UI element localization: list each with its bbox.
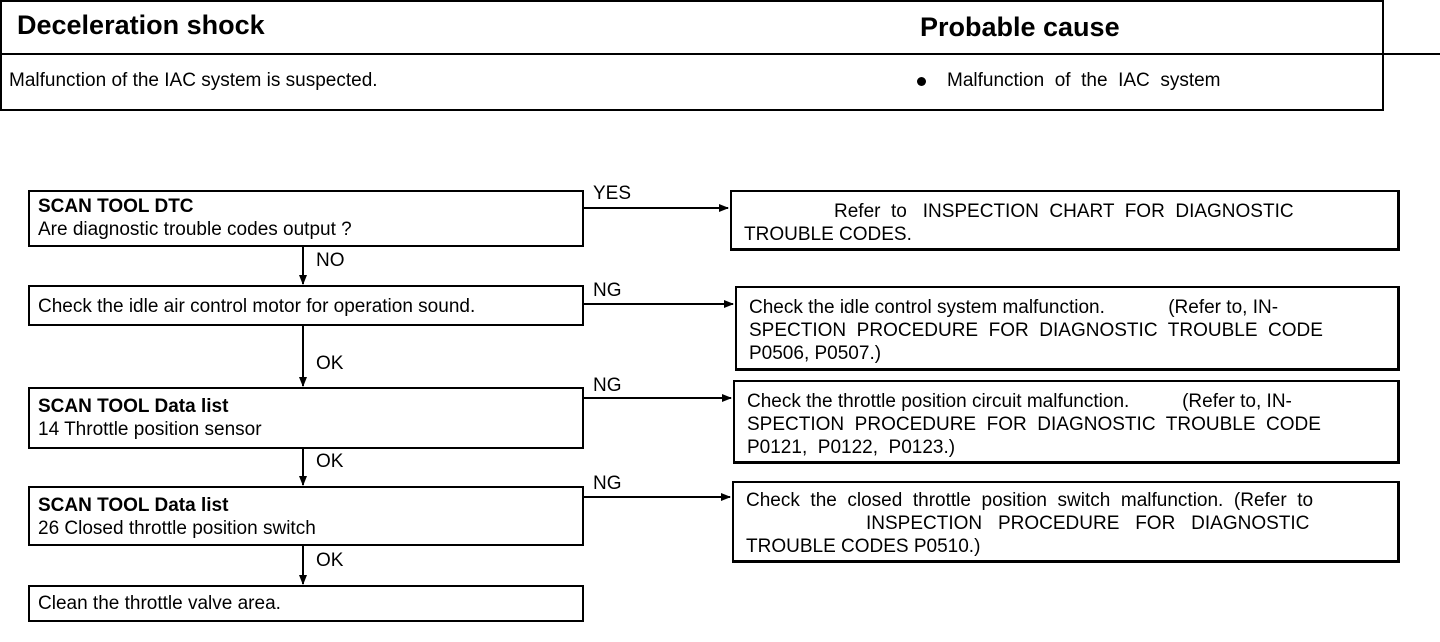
step-check-iac-motor	[28, 285, 584, 326]
step-text: Clean the throttle valve area.	[38, 593, 281, 614]
result-line: P0506, P0507.)	[749, 343, 882, 364]
label-ok-2: OK	[316, 451, 344, 472]
step-data-list-ctps	[28, 486, 584, 546]
label-ok-1: OK	[316, 353, 344, 374]
step-clean-throttle	[28, 585, 584, 622]
result-line: SPECTION PROCEDURE FOR DIAGNOSTIC TROUBLE CODE	[749, 320, 1323, 341]
symptom-description: Malfunction of the IAC system is suspected.	[9, 70, 378, 91]
result-line: Check the closed throttle position switch malfunction. (Refer to	[746, 490, 1314, 511]
label-ok-3: OK	[316, 550, 344, 571]
label-ng-3: NG	[593, 473, 622, 494]
step-text: 14 Throttle position sensor	[38, 419, 262, 440]
step-text: Are diagnostic trouble codes output ?	[38, 219, 352, 240]
label-ng-2: NG	[593, 375, 622, 396]
step-title: SCAN TOOL Data list	[38, 495, 229, 516]
result-line: P0121, P0122, P0123.)	[747, 437, 956, 458]
result-throttle-position-circuit	[733, 380, 1400, 464]
result-line: Check the throttle position circuit malfunction. (Refer to, IN-	[747, 391, 1292, 412]
result-line: SPECTION PROCEDURE FOR DIAGNOSTIC TROUBLE CODE	[747, 414, 1321, 435]
step-scan-tool-dtc	[28, 190, 584, 247]
result-line: TROUBLE CODES P0510.)	[746, 536, 981, 557]
result-closed-throttle-switch	[732, 481, 1400, 563]
step-title: SCAN TOOL DTC	[38, 196, 194, 217]
result-line: TROUBLE CODES.	[744, 224, 912, 245]
step-title: SCAN TOOL Data list	[38, 396, 229, 417]
result-line: INSPECTION PROCEDURE FOR DIAGNOSTIC	[866, 513, 1310, 534]
step-text: 26 Closed throttle position switch	[38, 518, 316, 539]
result-idle-control-system	[735, 286, 1400, 371]
result-line: Check the idle control system malfunction. (Refer to, IN-	[749, 297, 1279, 318]
step-text: Check the idle air control motor for operation sound.	[38, 296, 476, 317]
label-no: NO	[316, 250, 345, 271]
symptom-title: Deceleration shock	[17, 10, 265, 40]
label-yes: YES	[593, 183, 632, 204]
label-ng-1: NG	[593, 280, 622, 301]
result-line: Refer to INSPECTION CHART FOR DIAGNOSTIC	[834, 201, 1294, 222]
result-dtc-inspection	[730, 190, 1400, 251]
step-data-list-tps	[28, 387, 584, 449]
probable-cause-item: Malfunction of the IAC system	[947, 70, 1221, 91]
probable-cause-title: Probable cause	[920, 12, 1120, 42]
